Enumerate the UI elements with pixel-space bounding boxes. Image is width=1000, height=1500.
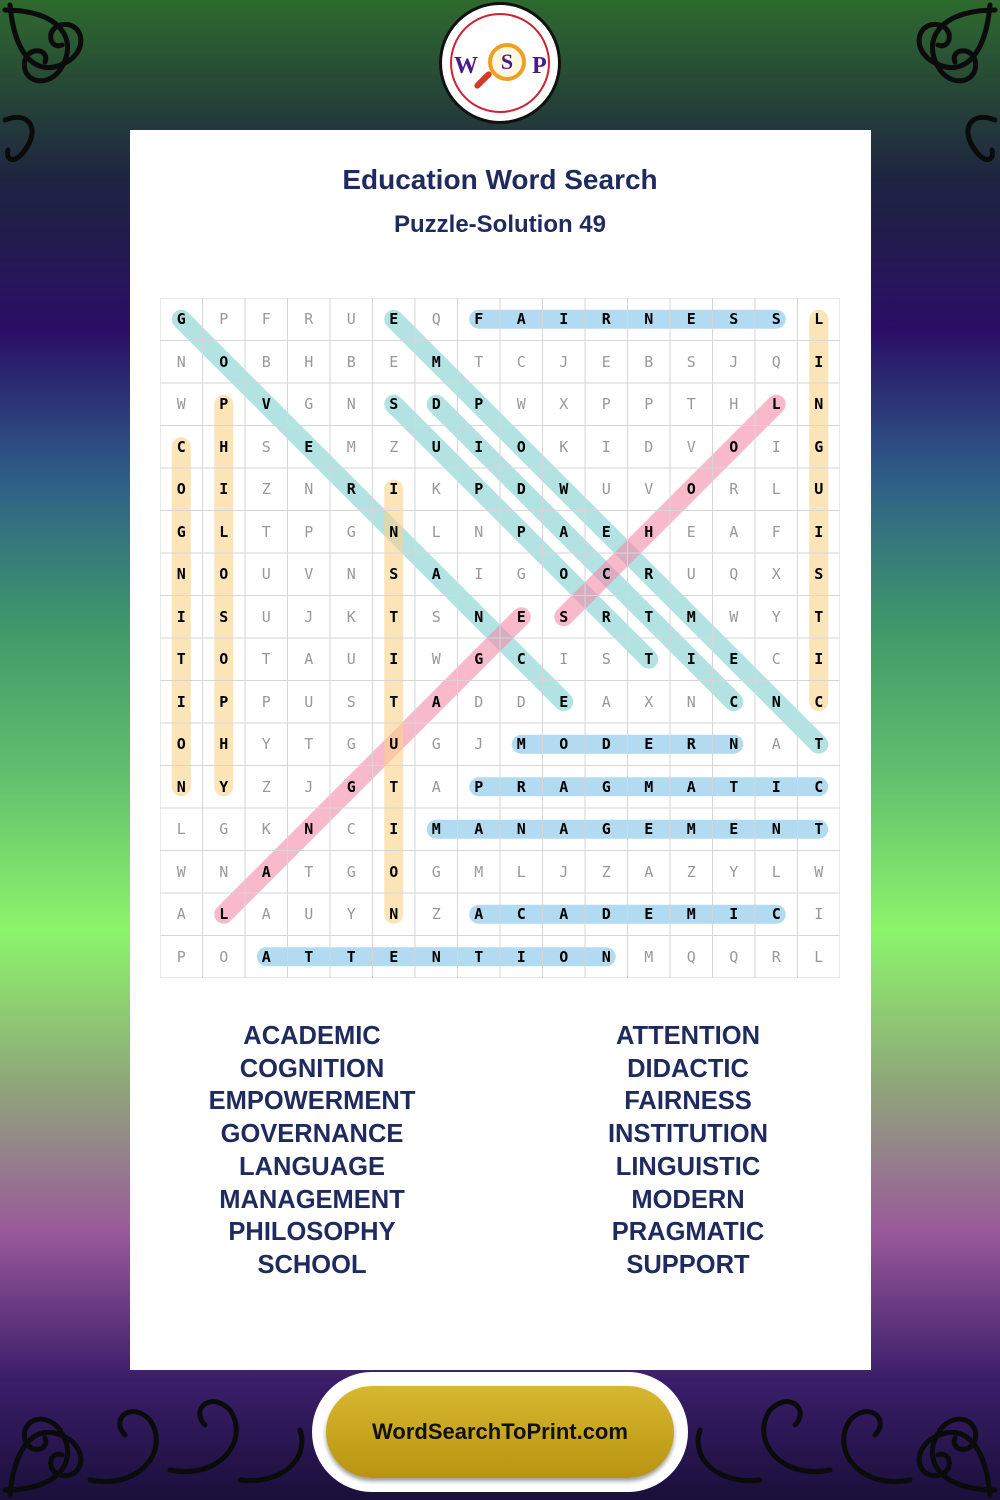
grid-cell[interactable]: R	[644, 565, 654, 583]
grid-cell[interactable]: I	[771, 437, 781, 456]
grid-cell[interactable]: H	[304, 352, 314, 371]
grid-cell[interactable]: J	[559, 862, 569, 881]
grid-cell[interactable]: K	[559, 437, 569, 456]
grid-cell[interactable]: C	[601, 565, 611, 583]
grid-cell[interactable]: P	[304, 522, 314, 541]
grid-cell[interactable]: O	[219, 352, 229, 371]
grid-cell[interactable]: W	[176, 862, 186, 881]
grid-cell[interactable]: V	[261, 395, 271, 413]
grid-cell[interactable]: I	[729, 905, 739, 923]
grid-cell[interactable]: N	[346, 565, 356, 583]
grid-cell[interactable]: A	[261, 947, 271, 966]
grid-cell[interactable]: X	[559, 395, 569, 413]
grid-cell[interactable]: G	[474, 650, 484, 668]
grid-cell[interactable]: R	[601, 607, 611, 626]
grid-cell[interactable]: L	[771, 395, 781, 413]
grid-cell[interactable]: L	[771, 480, 781, 498]
grid-cell[interactable]: O	[686, 480, 696, 498]
grid-cell[interactable]: Q	[729, 565, 739, 583]
grid-cell[interactable]: Q	[729, 947, 739, 966]
grid-cell[interactable]: I	[176, 692, 186, 711]
grid-cell[interactable]: E	[389, 310, 399, 328]
grid-cell[interactable]: P	[474, 480, 484, 498]
grid-cell[interactable]: L	[814, 947, 824, 966]
grid-cell[interactable]: E	[601, 522, 611, 541]
grid-cell[interactable]: G	[176, 522, 186, 541]
grid-cell[interactable]: M	[431, 352, 441, 371]
grid-cell[interactable]: W	[814, 862, 824, 881]
grid-cell[interactable]: A	[644, 862, 654, 881]
word-list-item: EMPOWERMENT	[208, 1087, 416, 1116]
grid-cell[interactable]: I	[686, 650, 696, 668]
grid-cell[interactable]: M	[686, 607, 696, 626]
grid-cell[interactable]: V	[686, 437, 696, 456]
grid-cell[interactable]: D	[644, 437, 654, 456]
grid-cell[interactable]: M	[686, 820, 696, 838]
grid-cell[interactable]: I	[814, 905, 824, 923]
grid-cell[interactable]: G	[346, 777, 356, 796]
magnifier-icon	[488, 43, 526, 81]
grid-cell[interactable]: M	[686, 905, 696, 923]
grid-cell[interactable]: M	[644, 777, 654, 796]
grid-cell[interactable]: E	[729, 650, 739, 668]
grid-cell[interactable]: G	[346, 862, 356, 881]
grid-cell[interactable]: P	[644, 395, 654, 413]
grid-cell[interactable]: O	[219, 565, 229, 583]
grid-cell[interactable]: W	[516, 395, 526, 413]
grid-cell[interactable]: S	[771, 310, 781, 328]
grid-cell[interactable]: N	[474, 522, 484, 541]
grid-cell[interactable]: J	[474, 735, 484, 753]
grid-cell[interactable]: N	[304, 820, 314, 838]
logo-letter-s: S	[500, 49, 514, 74]
grid-cell[interactable]: N	[346, 395, 356, 413]
grid-cell[interactable]: D	[601, 905, 611, 923]
grid-cell[interactable]: Z	[261, 777, 271, 796]
grid-cell[interactable]: A	[559, 905, 569, 923]
grid-cell[interactable]: M	[644, 947, 654, 966]
grid-cell[interactable]: S	[601, 650, 611, 668]
grid-cell[interactable]: W	[559, 480, 569, 498]
word-list-item: SCHOOL	[257, 1250, 367, 1279]
grid-cell[interactable]: J	[304, 777, 314, 796]
grid-cell[interactable]: X	[771, 565, 781, 583]
grid-cell[interactable]: G	[431, 735, 441, 753]
grid-cell[interactable]: S	[261, 437, 271, 456]
grid-cell[interactable]: N	[601, 947, 611, 966]
grid-cell[interactable]: G	[304, 395, 314, 413]
grid-cell[interactable]: A	[559, 820, 569, 838]
grid-cell[interactable]: C	[771, 650, 781, 668]
grid-cell[interactable]: E	[644, 735, 654, 753]
grid-cell[interactable]: T	[474, 352, 484, 371]
page-title: Education Word Search	[342, 164, 658, 195]
grid-cell[interactable]: N	[389, 522, 399, 541]
grid-cell[interactable]: R	[771, 947, 781, 966]
grid-cell[interactable]: I	[389, 820, 399, 838]
grid-cell[interactable]: J	[729, 352, 739, 371]
grid-cell[interactable]: N	[686, 692, 696, 711]
grid-cell[interactable]: N	[516, 820, 526, 838]
grid-cell[interactable]: I	[389, 650, 399, 668]
grid-cell[interactable]: T	[304, 862, 314, 881]
grid-cell[interactable]: R	[516, 777, 526, 796]
grid-cell[interactable]: P	[261, 692, 271, 711]
grid-cell[interactable]: O	[559, 735, 569, 753]
grid-cell[interactable]: T	[389, 692, 399, 711]
word-list-item: PHILOSOPHY	[228, 1218, 396, 1247]
grid-cell[interactable]: I	[516, 947, 526, 966]
grid-cell[interactable]: N	[176, 352, 186, 371]
grid-cell[interactable]: D	[516, 480, 526, 498]
grid-cell[interactable]: Z	[431, 905, 441, 923]
grid-cell[interactable]: A	[686, 777, 696, 796]
grid-cell[interactable]: O	[559, 947, 569, 966]
grid-cell[interactable]: S	[729, 310, 739, 328]
word-list-item: MANAGEMENT	[219, 1185, 405, 1214]
grid-cell[interactable]: O	[729, 437, 739, 456]
corner-ornament-top-right	[850, 0, 1000, 190]
grid-cell[interactable]: L	[219, 905, 229, 923]
grid-cell[interactable]: I	[474, 565, 484, 583]
grid-cell[interactable]: T	[176, 650, 186, 668]
grid-cell[interactable]: G	[346, 735, 356, 753]
grid-cell[interactable]: Y	[261, 735, 271, 753]
grid-cell[interactable]: P	[601, 395, 611, 413]
grid-cell[interactable]: U	[431, 437, 441, 456]
grid-cell[interactable]: N	[729, 735, 739, 753]
grid-cell[interactable]: B	[261, 352, 271, 371]
grid-cell[interactable]: P	[219, 692, 229, 711]
grid-cell[interactable]: O	[389, 862, 399, 881]
word-list-item: FAIRNESS	[624, 1087, 752, 1116]
grid-cell[interactable]: B	[644, 352, 654, 371]
grid-cell[interactable]: E	[559, 692, 569, 711]
grid-cell[interactable]: T	[389, 777, 399, 796]
grid-cell[interactable]: O	[219, 650, 229, 668]
grid-cell[interactable]: G	[176, 310, 186, 328]
grid-cell[interactable]: Y	[771, 607, 781, 626]
grid-cell[interactable]: I	[176, 607, 186, 626]
grid-cell[interactable]: U	[346, 650, 356, 668]
grid-cell[interactable]: O	[176, 735, 186, 753]
grid-cell[interactable]: T	[644, 607, 654, 626]
grid-cell[interactable]: Z	[261, 480, 271, 498]
grid-cell[interactable]: A	[431, 692, 441, 711]
grid-cell[interactable]: N	[219, 862, 229, 881]
grid-cell[interactable]: F	[771, 522, 781, 541]
grid-cell[interactable]: A	[431, 565, 441, 583]
word-list-item: LANGUAGE	[239, 1152, 385, 1181]
grid-cell[interactable]: E	[729, 820, 739, 838]
grid-cell[interactable]: C	[729, 692, 739, 711]
grid-cell[interactable]: Z	[686, 862, 696, 881]
grid-cell[interactable]: A	[431, 777, 441, 796]
grid-cell[interactable]: R	[346, 480, 356, 498]
word-list-item: DIDACTIC	[627, 1054, 749, 1083]
grid-cell[interactable]: V	[304, 565, 314, 583]
word-list-item: PRAGMATIC	[611, 1218, 765, 1247]
grid-cell[interactable]: C	[771, 905, 781, 923]
grid-cell[interactable]: N	[176, 565, 186, 583]
grid-cell[interactable]: L	[431, 522, 441, 541]
grid-cell[interactable]: H	[729, 395, 739, 413]
grid-cell[interactable]: D	[516, 692, 526, 711]
grid-cell[interactable]: D	[601, 735, 611, 753]
grid-cell[interactable]: H	[219, 735, 229, 753]
grid-cell[interactable]: T	[474, 947, 484, 966]
grid-cell[interactable]: N	[771, 820, 781, 838]
grid-cell[interactable]: A	[304, 650, 314, 668]
grid-cell[interactable]: T	[814, 820, 824, 838]
grid-cell[interactable]: J	[559, 352, 569, 371]
grid-cell[interactable]: H	[644, 522, 654, 541]
grid-cell[interactable]: G	[431, 862, 441, 881]
grid-cell[interactable]: P	[474, 777, 484, 796]
grid-cell[interactable]: T	[814, 607, 824, 626]
grid-cell[interactable]: S	[346, 692, 356, 711]
grid-cell[interactable]: U	[389, 735, 399, 753]
grid-cell[interactable]: Z	[389, 437, 399, 456]
grid-cell[interactable]: A	[516, 310, 526, 328]
grid-cell[interactable]: A	[559, 522, 569, 541]
corner-ornament-top-left	[0, 0, 150, 190]
grid-cell[interactable]: K	[346, 607, 356, 626]
grid-cell[interactable]: Y	[729, 862, 739, 881]
grid-cell[interactable]: E	[644, 905, 654, 923]
grid-cell[interactable]: R	[304, 310, 314, 328]
grid-cell[interactable]: I	[771, 777, 781, 796]
grid-cell[interactable]: A	[261, 862, 271, 881]
grid-cell[interactable]: C	[346, 820, 356, 838]
grid-cell[interactable]: E	[686, 310, 696, 328]
grid-cell[interactable]: C	[814, 777, 824, 796]
grid-cell[interactable]: E	[516, 607, 526, 626]
grid-cell[interactable]: C	[516, 650, 526, 668]
grid-cell[interactable]: F	[474, 310, 484, 328]
grid-cell[interactable]: R	[729, 480, 739, 498]
grid-cell[interactable]: S	[219, 607, 229, 626]
grid-cell[interactable]: I	[814, 650, 824, 668]
grid-cell[interactable]: U	[814, 480, 824, 498]
grid-cell[interactable]: M	[346, 437, 356, 456]
grid-cell[interactable]: C	[814, 692, 824, 711]
grid-cell[interactable]: U	[601, 480, 611, 498]
logo-letter-p: P	[532, 53, 547, 79]
grid-cell[interactable]: N	[474, 607, 484, 626]
grid-cell[interactable]: W	[431, 650, 441, 668]
grid-cell[interactable]: O	[559, 565, 569, 583]
grid-cell[interactable]: U	[304, 905, 314, 923]
grid-cell[interactable]: S	[389, 565, 399, 583]
grid-cell[interactable]: Y	[346, 905, 356, 923]
grid-cell[interactable]: B	[346, 352, 356, 371]
grid-cell[interactable]: P	[219, 310, 229, 328]
grid-cell[interactable]: I	[219, 480, 229, 498]
grid-cell[interactable]: A	[729, 522, 739, 541]
grid-cell[interactable]: U	[346, 310, 356, 328]
word-list-item: INSTITUTION	[607, 1120, 769, 1149]
word-search-grid	[160, 298, 840, 978]
grid-cell[interactable]: G	[346, 522, 356, 541]
grid-cell[interactable]: G	[219, 820, 229, 838]
word-list-item: COGNITION	[239, 1054, 385, 1083]
word-list-item: ACADEMIC	[243, 1022, 381, 1050]
grid-cell[interactable]: T	[814, 735, 824, 753]
word-list-item: ATTENTION	[615, 1022, 760, 1050]
grid-cell[interactable]: A	[771, 735, 781, 753]
site-logo[interactable]	[439, 2, 561, 124]
grid-cell[interactable]: G	[601, 777, 611, 796]
grid-cell[interactable]: N	[431, 947, 441, 966]
grid-cell[interactable]: K	[431, 480, 441, 498]
footer-site-link[interactable]: WordSearchToPrint.com	[326, 1386, 674, 1478]
grid-cell[interactable]: A	[474, 905, 484, 923]
grid-cell[interactable]: C	[516, 352, 526, 371]
grid-cell[interactable]: M	[516, 735, 526, 753]
grid-cell[interactable]: S	[686, 352, 696, 371]
grid-cell[interactable]: T	[729, 777, 739, 796]
grid-cell[interactable]: P	[474, 395, 484, 413]
word-list-item: LINGUISTIC	[615, 1152, 761, 1181]
grid-cell[interactable]: W	[176, 395, 186, 413]
grid-cell[interactable]: G	[814, 437, 824, 456]
grid-cell[interactable]: A	[601, 692, 611, 711]
grid-cell[interactable]: J	[304, 607, 314, 626]
grid-cell[interactable]: D	[474, 692, 484, 711]
grid-cell[interactable]: F	[261, 310, 271, 328]
grid-cell[interactable]: L	[219, 522, 229, 541]
grid-cell[interactable]: K	[261, 820, 271, 838]
grid-cell[interactable]: Z	[601, 862, 611, 881]
grid-cell[interactable]: S	[559, 607, 569, 626]
grid-cell[interactable]: X	[644, 692, 654, 711]
grid-cell[interactable]: M	[474, 862, 484, 881]
grid-cell[interactable]: M	[431, 820, 441, 838]
grid-cell[interactable]: E	[389, 352, 399, 371]
grid-cell[interactable]: S	[431, 607, 441, 626]
grid-cell[interactable]: P	[516, 522, 526, 541]
grid-cell[interactable]: G	[516, 565, 526, 583]
grid-cell[interactable]: T	[261, 650, 271, 668]
word-list-item: GOVERNANCE	[220, 1120, 404, 1149]
grid-cell[interactable]: T	[304, 735, 314, 753]
grid-cell[interactable]: I	[389, 480, 399, 498]
word-list-item: SUPPORT	[626, 1250, 750, 1279]
grid-cell[interactable]: N	[389, 905, 399, 923]
grid-cell[interactable]: T	[389, 607, 399, 626]
grid-cell[interactable]: N	[304, 480, 314, 498]
grid-cell[interactable]: C	[516, 905, 526, 923]
grid-cell[interactable]: A	[559, 777, 569, 796]
grid-cell[interactable]: H	[219, 437, 229, 456]
grid-cell[interactable]: I	[559, 310, 569, 328]
grid-cell[interactable]: I	[814, 352, 824, 371]
grid-cell[interactable]: I	[814, 522, 824, 541]
grid-cell[interactable]: E	[304, 437, 314, 456]
grid-cell[interactable]: P	[176, 947, 186, 966]
grid-cell[interactable]: S	[389, 395, 399, 413]
grid-cell[interactable]: D	[431, 395, 441, 413]
grid-cell[interactable]: T	[686, 395, 696, 413]
grid-cell[interactable]: O	[516, 437, 526, 456]
grid-cell[interactable]: V	[644, 480, 654, 498]
grid-cell[interactable]: A	[474, 820, 484, 838]
grid-cell[interactable]: R	[601, 310, 611, 328]
grid-cell[interactable]: L	[771, 862, 781, 881]
grid-cell[interactable]: I	[474, 437, 484, 456]
grid-cell[interactable]: Q	[686, 947, 696, 966]
grid-cell[interactable]: P	[219, 395, 229, 413]
grid-cell[interactable]: L	[516, 862, 526, 881]
logo-letter-w: W	[454, 53, 478, 79]
grid-cell[interactable]: Q	[431, 310, 441, 328]
grid-cell[interactable]: U	[304, 692, 314, 711]
grid-cell[interactable]: I	[601, 437, 611, 456]
grid-cell[interactable]: I	[559, 650, 569, 668]
grid-cell[interactable]: N	[814, 395, 824, 413]
grid-cell[interactable]: N	[176, 777, 186, 796]
grid-cell[interactable]: A	[261, 905, 271, 923]
grid-cell[interactable]: U	[261, 607, 271, 626]
grid-cell[interactable]: U	[686, 565, 696, 583]
grid-cell[interactable]: N	[771, 692, 781, 711]
grid-cell[interactable]: Y	[219, 777, 229, 796]
grid-cell[interactable]: L	[176, 820, 186, 838]
grid-cell[interactable]: C	[176, 437, 186, 456]
grid-cell[interactable]: T	[261, 522, 271, 541]
grid-cell[interactable]: T	[644, 650, 654, 668]
grid-cell[interactable]: Q	[771, 352, 781, 371]
grid-cell[interactable]: A	[176, 905, 186, 923]
grid-cell[interactable]: G	[601, 820, 611, 838]
grid-cell[interactable]: T	[346, 947, 356, 966]
page-subtitle: Puzzle-Solution 49	[393, 211, 606, 238]
grid-cell[interactable]: S	[814, 565, 824, 583]
grid-cell[interactable]: E	[389, 947, 399, 966]
grid-cell[interactable]: L	[814, 310, 824, 328]
grid-cell[interactable]: E	[601, 352, 611, 371]
grid-cell[interactable]: U	[261, 565, 271, 583]
grid-cell[interactable]: N	[644, 310, 654, 328]
grid-cell[interactable]: O	[176, 480, 186, 498]
word-list-item: MODERN	[631, 1185, 745, 1214]
grid-cell[interactable]: T	[304, 947, 314, 966]
grid-cell[interactable]: W	[729, 607, 739, 626]
grid-cell[interactable]: E	[644, 820, 654, 838]
grid-cell[interactable]: R	[686, 735, 696, 753]
grid-cell[interactable]: E	[686, 522, 696, 541]
grid-cell[interactable]: O	[219, 947, 229, 966]
